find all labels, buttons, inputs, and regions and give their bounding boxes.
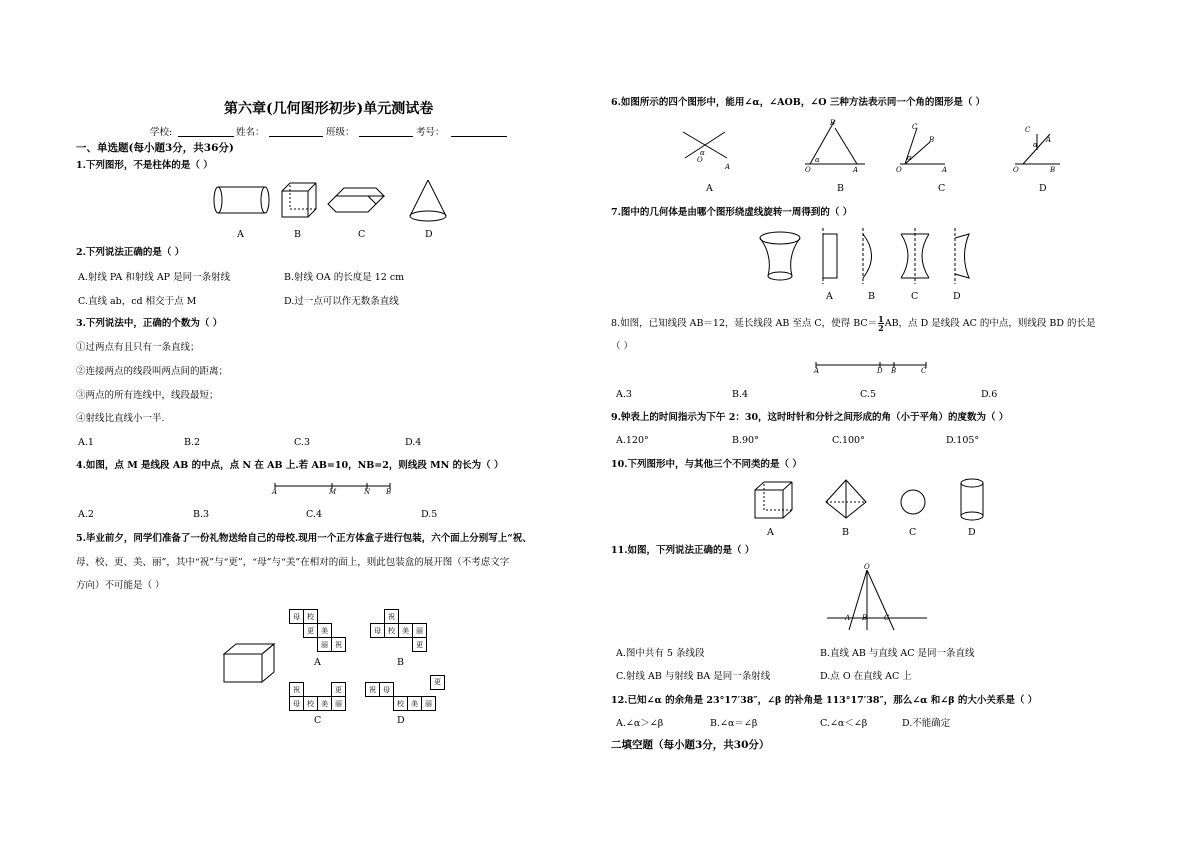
q2-option-b[interactable]: B.射线 OA 的长度是 12 cm [284, 272, 405, 283]
q8-stem-b: AB，点 D 是线段 AC 的中点，则线段 BD 的长是 [884, 318, 1096, 329]
name-label: 姓名： [236, 127, 265, 138]
net-empty-cell [304, 683, 318, 697]
net-empty-cell [385, 638, 399, 652]
q4-stem: 4.如图，点 M 是线段 AB 的中点，点 N 在 AB 上.若 AB=10，NB=2，则线段 MN 的长为（ ） [76, 460, 504, 471]
net-face: 祝 [366, 683, 380, 697]
q7-label-a: A [826, 291, 833, 302]
q7-label-c: C [911, 291, 919, 302]
q5-net-a [289, 609, 346, 652]
net-face: 母 [290, 697, 304, 711]
q8-frac-num: 1 [878, 314, 884, 324]
q3-statement-4: ④射线比直线小一半. [76, 413, 165, 424]
q11-point-c: C [884, 614, 890, 622]
q10-stem: 10.下列图形中，与其他三个不同类的是（ ） [611, 459, 802, 470]
q12-option-d[interactable]: D.不能确定 [902, 718, 951, 729]
net-face: 美 [318, 697, 332, 711]
q5-net-d [365, 682, 436, 711]
q3-option-d[interactable]: D.4 [405, 437, 422, 448]
q6-c-o: O [896, 166, 902, 174]
q6-b-b: B [830, 119, 836, 127]
q8-segment-figure [812, 359, 932, 373]
name-blank[interactable] [269, 127, 323, 137]
q4-point-n: N [364, 488, 371, 496]
net-empty-cell [366, 697, 380, 711]
section-fill-blank: 二填空题（每小题3分，共30分） [611, 739, 770, 751]
q2-stem: 2.下列说法正确的是（ ） [76, 247, 185, 258]
q6-b-alpha: α [815, 156, 820, 164]
q6-d-c: C [1025, 126, 1031, 134]
q7-label-d: D [953, 291, 961, 302]
net-face: 母 [380, 683, 394, 697]
q4-option-c[interactable]: C.4 [306, 509, 322, 520]
net-face: 美 [408, 697, 422, 711]
q12-option-a[interactable]: A.∠α＞∠β [616, 718, 664, 729]
q8-option-b[interactable]: B.4 [732, 389, 749, 400]
exam-no-blank[interactable] [451, 127, 507, 137]
q8-point-c: C [921, 367, 927, 375]
q6-figure-d [1015, 134, 1060, 164]
q5-label-b: B [397, 657, 404, 668]
net-empty-cell [399, 610, 413, 624]
cube [282, 183, 316, 217]
q11-option-c[interactable]: C.射线 AB 与射线 BA 是同一条射线 [616, 671, 771, 682]
q6-d-b: B [1050, 166, 1056, 174]
q4-option-d[interactable]: D.5 [421, 509, 438, 520]
q6-d-o: O [1013, 166, 1019, 174]
q4-point-a: A [272, 488, 278, 496]
q5-stem-line3: 方向）不可能是（ ） [76, 580, 165, 591]
q8-frac-den: 2 [878, 323, 884, 333]
net-face: 祝 [385, 610, 399, 624]
q4-point-m: M [329, 488, 337, 496]
net-face: 校 [304, 697, 318, 711]
net-empty-cell [304, 638, 318, 652]
q6-label-d: D [1039, 183, 1047, 194]
q12-option-b[interactable]: B.∠α＝∠β [710, 718, 758, 729]
q11-point-b: B [862, 614, 868, 622]
q5-net-d-extra-face: 更 [430, 675, 445, 690]
q7-option-a-shape [823, 228, 837, 284]
net-face: 祝 [290, 683, 304, 697]
net-empty-cell [332, 610, 346, 624]
q9-option-c[interactable]: C.100° [832, 435, 865, 446]
q10-label-b: B [842, 527, 849, 538]
q6-label-a: A [706, 183, 713, 194]
net-face: 丽 [318, 638, 332, 652]
q6-figure-a [683, 132, 727, 158]
q8-stem-cont: （ ） [611, 341, 634, 352]
section-single-choice: 一、单选题(每小题3分，共36分) [76, 142, 234, 154]
q10-label-c: C [909, 527, 917, 538]
q7-stem: 7.图中的几何体是由哪个图形绕虚线旋转一周得到的（ ） [611, 207, 853, 218]
q6-figures [675, 118, 1135, 178]
net-face: 更 [413, 638, 427, 652]
q2-option-d[interactable]: D.过一点可以作无数条直线 [284, 296, 399, 307]
net-empty-cell [371, 638, 385, 652]
page-title: 第六章(几何图形初步)单元测试卷 [224, 101, 434, 117]
q7-label-b: B [868, 291, 875, 302]
net-face: 母 [290, 610, 304, 624]
q3-option-a[interactable]: A.1 [78, 437, 94, 448]
hexagonal-prism [328, 188, 384, 212]
q8-point-b: B [891, 367, 897, 375]
net-empty-cell [380, 697, 394, 711]
q8-stem-a: 8.如图，已知线段 AB＝12，延长线段 AB 至点 C，使得 BC＝ [611, 318, 878, 329]
net-face: 更 [332, 683, 346, 697]
q6-c-c: C [912, 123, 918, 131]
q4-point-b: B [386, 488, 392, 496]
q11-option-a[interactable]: A.图中共有 5 条线段 [616, 648, 705, 659]
cylinder-lying [214, 187, 269, 213]
q6-d-alpha: α [1033, 141, 1038, 149]
q3-statement-3: ③两点的所有连线中，线段最短； [76, 390, 219, 401]
school-label: 学校: [150, 127, 173, 138]
q7-option-c-shape [901, 228, 929, 284]
q5-stem-line1: 5.毕业前夕，同学们准备了一份礼物送给自己的母校.现用一个正方体盒子进行包装，六个面上分别写上“祝、 [76, 533, 532, 544]
q11-point-a: A [845, 614, 851, 622]
q6-c-alpha: α [907, 154, 912, 162]
q1-label-d: D [425, 229, 433, 240]
net-empty-cell [290, 624, 304, 638]
q5-label-d: D [397, 715, 405, 726]
q6-b-o: O [805, 166, 811, 174]
q9-option-a[interactable]: A.120° [616, 435, 649, 446]
net-empty-cell [371, 610, 385, 624]
cone [410, 180, 446, 221]
q6-a-o: O [697, 156, 703, 164]
q3-stem: 3.下列说法中，正确的个数为（ ） [76, 318, 223, 329]
net-empty-cell [332, 624, 346, 638]
net-empty-cell [394, 683, 408, 697]
q8-stem [611, 315, 1096, 332]
net-empty-cell [318, 683, 332, 697]
q11-option-b[interactable]: B.直线 AB 与直线 AC 是同一条直线 [820, 648, 975, 659]
q12-stem: 12.已知∠α 的余角是 23°17′38″，∠β 的补角是 113°17′38″，那么∠α 和∠β 的大小关系是（ ） [611, 695, 1038, 706]
q2-option-a[interactable]: A.射线 PA 和射线 AP 是同一条射线 [78, 272, 231, 283]
q1-label-c: C [358, 229, 366, 240]
q11-figure [822, 562, 932, 632]
q11-option-d[interactable]: D.点 O 在直线 AC 上 [820, 671, 912, 682]
q10-sphere [901, 490, 925, 514]
q3-option-c[interactable]: C.3 [294, 437, 310, 448]
q10-label-d: D [968, 527, 976, 538]
net-empty-cell [413, 610, 427, 624]
exam-no-label: 考号： [416, 127, 445, 138]
q8-point-d: D [877, 367, 883, 375]
q7-option-d-shape [955, 228, 969, 284]
net-empty-cell [318, 610, 332, 624]
q11-point-o: O [864, 563, 870, 571]
q4-option-a[interactable]: A.2 [78, 509, 94, 520]
school-blank[interactable] [178, 127, 234, 137]
class-label: 班级： [326, 127, 355, 138]
q1-stem: 1.下列图形，不是柱体的是（ ） [76, 160, 213, 171]
q9-option-b[interactable]: B.90° [732, 435, 759, 446]
q3-statement-2: ②连接两点的线段叫两点间的距离； [76, 366, 229, 377]
q5-box [222, 642, 278, 686]
net-face: 美 [318, 624, 332, 638]
q5-net-c [289, 682, 346, 711]
q5-net-b [370, 609, 427, 652]
q7-figures [755, 228, 985, 288]
net-empty-cell [399, 638, 413, 652]
q1-label-a: A [237, 229, 244, 240]
net-face: 美 [399, 624, 413, 638]
q6-label-b: B [837, 183, 844, 194]
q10-cube [755, 482, 792, 518]
net-face: 校 [394, 697, 408, 711]
net-face: 校 [304, 610, 318, 624]
q3-statement-1: ①过两点有且只有一条直线； [76, 342, 200, 353]
class-blank[interactable] [359, 127, 413, 137]
q6-a-a: A [725, 163, 731, 171]
net-face: 祝 [332, 638, 346, 652]
q8-fraction [878, 315, 884, 332]
q10-figures [752, 478, 992, 524]
q1-figures [210, 178, 470, 228]
q10-cylinder [961, 479, 983, 520]
q8-option-c[interactable]: C.5 [860, 389, 876, 400]
net-face: 丽 [413, 624, 427, 638]
q12-option-c[interactable]: C.∠α＜∠β [820, 718, 868, 729]
net-empty-cell [408, 683, 422, 697]
q10-label-a: A [767, 527, 774, 538]
q6-b-a: A [853, 166, 859, 174]
net-face: 校 [385, 624, 399, 638]
net-face: 更 [304, 624, 318, 638]
q5-label-c: C [314, 715, 322, 726]
q5-label-a: A [314, 657, 321, 668]
q6-d-a: A [1046, 136, 1052, 144]
net-face: 母 [371, 624, 385, 638]
q2-option-c[interactable]: C.直线 ab，cd 相交于点 M [78, 296, 197, 307]
q6-label-c: C [938, 183, 946, 194]
q9-stem: 9.钟表上的时间指示为下午 2：30，这时时针和分针之间形成的角（小于平角）的度数为（ ） [611, 412, 1009, 423]
net-face: 丽 [332, 697, 346, 711]
q9-option-d[interactable]: D.105° [946, 435, 980, 446]
q11-stem: 11.如图，下列说法正确的是（ ） [611, 545, 755, 556]
q6-stem: 6.如图所示的四个图形中，能用∠α，∠AOB，∠O 三种方法表示同一个角的图形是（ ） [611, 97, 986, 108]
q8-point-a: A [814, 367, 820, 375]
q7-option-b-shape [863, 228, 872, 284]
q8-option-a[interactable]: A.3 [616, 389, 632, 400]
q3-option-b[interactable]: B.2 [184, 437, 201, 448]
q7-solid [760, 232, 800, 280]
q6-a-alpha: α [700, 149, 705, 157]
q1-label-b: B [294, 229, 301, 240]
q8-option-d[interactable]: D.6 [981, 389, 998, 400]
q5-stem-line2: 母、校、更、美、丽”，其中“祝”与“更”，“母”与“美”在相对的面上，则此包装盒的展开图（不考虑文字 [76, 557, 510, 568]
net-empty-cell [290, 638, 304, 652]
q6-c-a: A [942, 166, 948, 174]
q4-option-b[interactable]: B.3 [193, 509, 210, 520]
q6-c-b: B [929, 136, 935, 144]
net-face: 丽 [422, 697, 436, 711]
q10-pyramid [826, 480, 866, 518]
